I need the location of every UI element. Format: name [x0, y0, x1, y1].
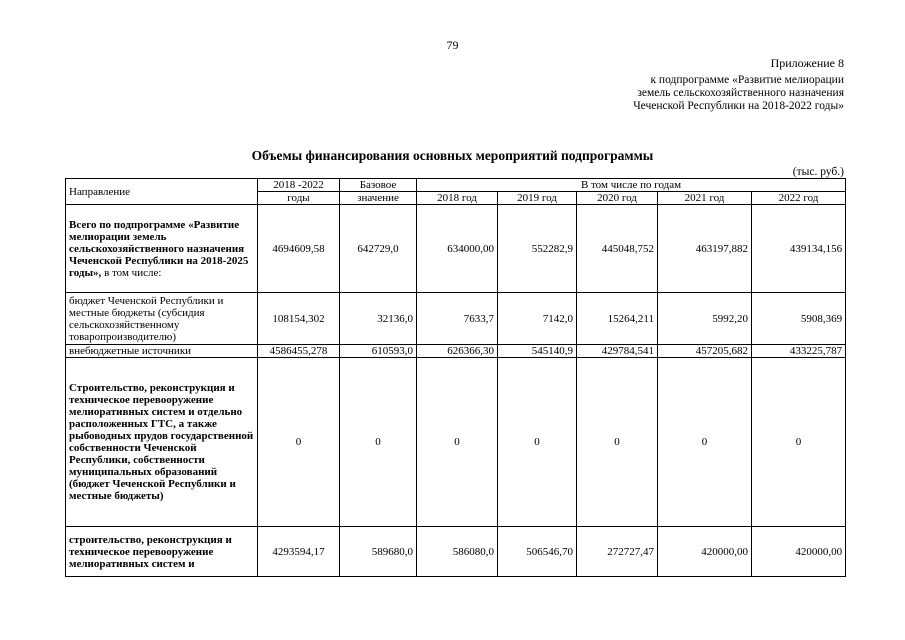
header-year: 2018 год	[417, 192, 498, 205]
cell-value: 7142,0	[498, 293, 577, 345]
cell-value: 439134,156	[752, 205, 846, 293]
cell-value: 5992,20	[658, 293, 752, 345]
header-base-cont: значение	[340, 192, 417, 205]
table-row	[66, 345, 846, 358]
cell-value: 420000,00	[658, 527, 752, 577]
cell-value: 445048,752	[577, 205, 658, 293]
header-by-years: В том числе по годам	[417, 179, 846, 192]
cell-value: 4694609,58	[258, 205, 340, 293]
header-year: 2019 год	[498, 192, 577, 205]
subtitle-line: земель сельскохозяйственного назначения	[637, 87, 844, 99]
cell-value: 545140,9	[498, 345, 577, 358]
page-number: 79	[446, 38, 459, 52]
cell-value: 586080,0	[417, 527, 498, 577]
cell-value: 0	[340, 358, 417, 527]
cell-value: 463197,882	[658, 205, 752, 293]
cell-value: 589680,0	[340, 527, 417, 577]
cell-value: 0	[258, 358, 340, 527]
row-label-bold: Всего по подпрограмме «Развитие мелиорации земель сельскохозяйственного назначения Чеченской Республики на 2018-2025 годы»,	[69, 218, 249, 279]
cell-value: 457205,682	[658, 345, 752, 358]
subtitle-line: к подпрограмме «Развитие мелиорации	[650, 74, 844, 86]
row-label: бюджет Чеченской Республики и местные бюджеты (субсидия сельскохозяйственному товаропроизводителю)	[66, 293, 258, 345]
cell-value: 634000,00	[417, 205, 498, 293]
table-row	[66, 293, 846, 345]
cell-value: 0	[417, 358, 498, 527]
cell-value: 4586455,278	[258, 345, 340, 358]
cell-value: 4293594,17	[258, 527, 340, 577]
appendix-label: Приложение 8	[770, 56, 844, 70]
row-label-normal: в том числе:	[101, 266, 162, 279]
table-row	[66, 527, 846, 577]
cell-value: 7633,7	[417, 293, 498, 345]
cell-value: 642729,0	[340, 205, 417, 293]
cell-value: 0	[752, 358, 846, 527]
cell-value: 0	[658, 358, 752, 527]
cell-value: 108154,302	[258, 293, 340, 345]
cell-value: 429784,541	[577, 345, 658, 358]
header-year: 2021 год	[658, 192, 752, 205]
cell-value: 610593,0	[340, 345, 417, 358]
row-label: внебюджетные источники	[66, 345, 258, 358]
cell-value: 272727,47	[577, 527, 658, 577]
header-base: Базовое	[340, 179, 417, 192]
cell-value: 0	[577, 358, 658, 527]
table-row	[66, 205, 846, 293]
header-year: 2022 год	[752, 192, 846, 205]
cell-value: 0	[498, 358, 577, 527]
cell-value: 626366,30	[417, 345, 498, 358]
cell-value: 15264,211	[577, 293, 658, 345]
row-label: Строительство, реконструкция и техническое перевооружение мелиоративных систем и отдельно расположенных ГТС, а также рыбоводных прудов государственной собственности Чеченской Республики, собственности муниципальных образований (бюджет Чеченской Республики и местные бюджеты)	[66, 358, 258, 527]
header-period-cont: годы	[258, 192, 340, 205]
financing-table	[65, 178, 846, 577]
appendix-subtitle	[633, 74, 844, 113]
header-year: 2020 год	[577, 192, 658, 205]
cell-value: 5908,369	[752, 293, 846, 345]
subtitle-line: Чеченской Республики на 2018-2022 годы»	[633, 100, 844, 112]
units-label: (тыс. руб.)	[792, 166, 844, 178]
header-period: 2018 -2022	[258, 179, 340, 192]
document-title: Объемы финансирования основных мероприятий подпрограммы	[251, 148, 654, 163]
cell-value: 32136,0	[340, 293, 417, 345]
header-direction: Направление	[66, 179, 258, 205]
row-label: строительство, реконструкция и техническое перевооружение мелиоративных систем и	[66, 527, 258, 577]
row-label	[66, 205, 258, 293]
cell-value: 420000,00	[752, 527, 846, 577]
cell-value: 433225,787	[752, 345, 846, 358]
cell-value: 552282,9	[498, 205, 577, 293]
table-row	[66, 358, 846, 527]
cell-value: 506546,70	[498, 527, 577, 577]
